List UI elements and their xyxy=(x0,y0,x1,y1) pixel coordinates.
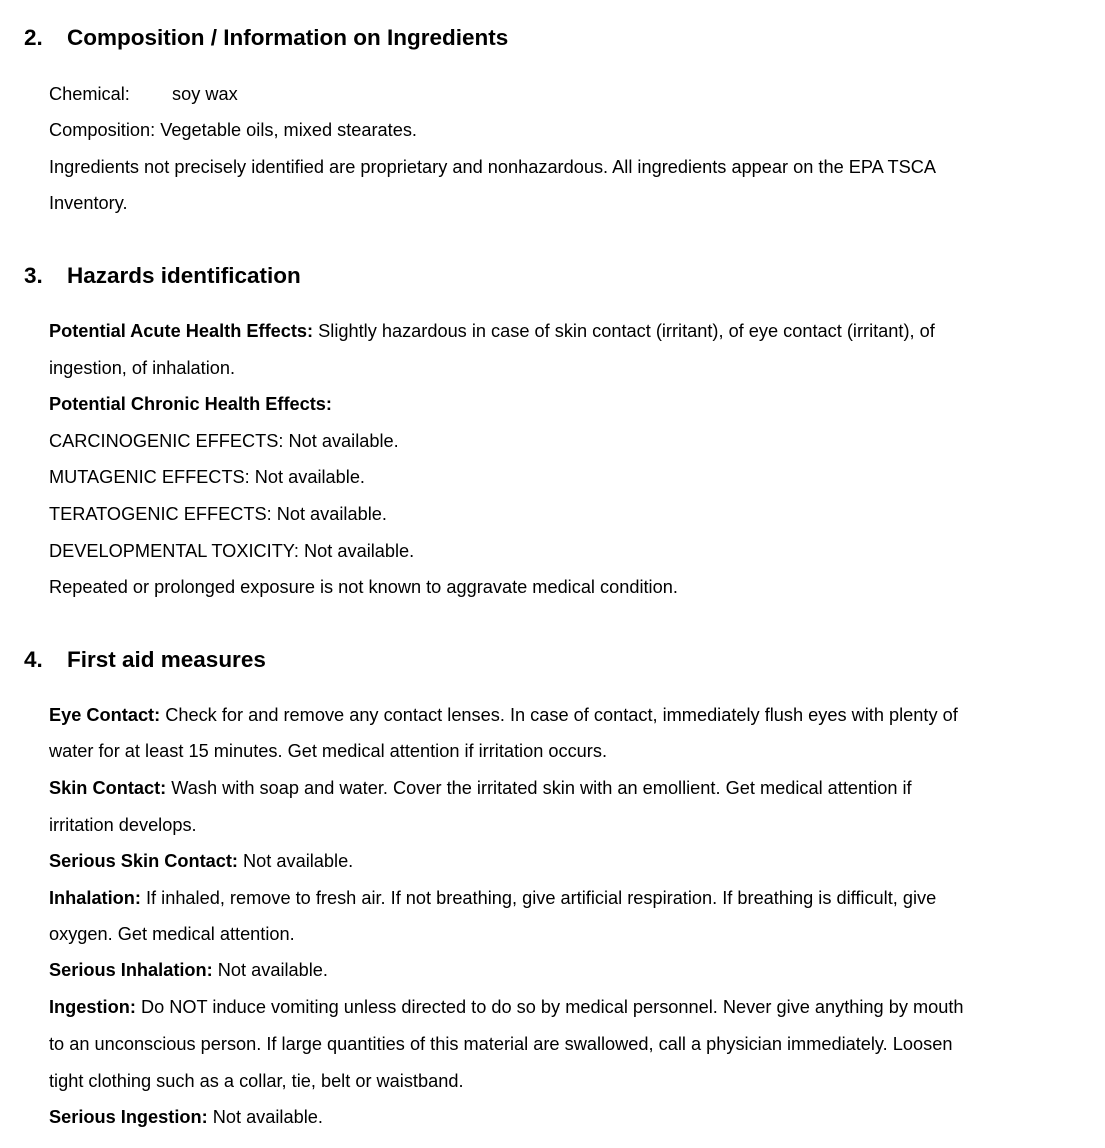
eye-contact-line-1 xyxy=(49,703,958,727)
acute-effects-line-1 xyxy=(49,319,935,343)
developmental-toxicity: DEVELOPMENTAL TOXICITY: Not available. xyxy=(49,541,415,561)
chronic-effects-label xyxy=(49,392,332,416)
eye-contact-label: Eye Contact: xyxy=(49,705,161,725)
ingestion-line-1 xyxy=(49,995,964,1019)
chemical-label: Chemical: xyxy=(49,84,130,104)
skin-contact-line-1 xyxy=(49,776,912,800)
chemical-line xyxy=(49,82,238,106)
inhalation-line-2: oxygen. Get medical attention. xyxy=(49,924,295,944)
skin-contact-line-2: irritation develops. xyxy=(49,815,197,835)
ingredients-line-1: Ingredients not precisely identified are proprietary and nonhazardous. All ingredients appear on the EPA TSCA xyxy=(49,157,937,177)
eye-contact-text: Check for and remove any contact lenses. In case of contact, immediately flush eyes with plenty of xyxy=(160,705,958,725)
serious-ingestion-value: Not available. xyxy=(207,1107,323,1127)
inhalation-text: If inhaled, remove to fresh air. If not breathing, give artificial respiration. If breathing is difficult, give xyxy=(140,888,937,908)
section-heading-hazards xyxy=(24,262,301,290)
acute-effects-text: Slightly hazardous in case of skin contact (irritant), of eye contact (irritant), of xyxy=(313,321,935,341)
chemical-value: soy wax xyxy=(172,84,238,104)
inhalation-label: Inhalation: xyxy=(49,888,141,908)
composition-line: Composition: Vegetable oils, mixed stearates. xyxy=(49,120,417,140)
ingestion-line-3: tight clothing such as a collar, tie, belt or waistband. xyxy=(49,1071,464,1091)
serious-inhalation-label: Serious Inhalation: xyxy=(49,960,213,980)
skin-contact-label: Skin Contact: xyxy=(49,778,167,798)
acute-effects-line-2: ingestion, of inhalation. xyxy=(49,358,236,378)
acute-effects-label: Potential Acute Health Effects: xyxy=(49,321,314,341)
section-title: First aid measures xyxy=(67,647,266,672)
serious-ingestion xyxy=(49,1105,323,1129)
ingestion-line-2: to an unconscious person. If large quantities of this material are swallowed, call a physician immediately. Loosen xyxy=(49,1034,953,1054)
serious-ingestion-label: Serious Ingestion: xyxy=(49,1107,208,1127)
section-title: Composition / Information on Ingredients xyxy=(67,25,509,50)
section-title: Hazards identification xyxy=(67,263,301,288)
ingestion-label: Ingestion: xyxy=(49,997,136,1017)
serious-skin-contact xyxy=(49,849,353,873)
serious-inhalation-value: Not available. xyxy=(212,960,328,980)
chronic-effects-label-text: Potential Chronic Health Effects: xyxy=(49,394,332,414)
section-number: 2. xyxy=(24,25,43,50)
section-heading-first-aid xyxy=(24,646,266,674)
ingredients-line-2: Inventory. xyxy=(49,193,128,213)
repeated-exposure: Repeated or prolonged exposure is not known to aggravate medical condition. xyxy=(49,577,678,597)
skin-contact-text: Wash with soap and water. Cover the irritated skin with an emollient. Get medical attention if xyxy=(166,778,912,798)
section-number: 4. xyxy=(24,647,43,672)
mutagenic-effects: MUTAGENIC EFFECTS: Not available. xyxy=(49,467,365,487)
section-number: 3. xyxy=(24,263,43,288)
serious-skin-contact-value: Not available. xyxy=(237,851,354,871)
carcinogenic-effects: CARCINOGENIC EFFECTS: Not available. xyxy=(49,431,399,451)
serious-skin-contact-label: Serious Skin Contact: xyxy=(49,851,238,871)
teratogenic-effects: TERATOGENIC EFFECTS: Not available. xyxy=(49,504,387,524)
section-heading-composition xyxy=(24,24,508,52)
serious-inhalation xyxy=(49,958,328,982)
eye-contact-line-2: water for at least 15 minutes. Get medical attention if irritation occurs. xyxy=(49,741,607,761)
ingestion-text: Do NOT induce vomiting unless directed to do so by medical personnel. Never give anything by mouth xyxy=(135,997,964,1017)
inhalation-line-1 xyxy=(49,886,936,910)
